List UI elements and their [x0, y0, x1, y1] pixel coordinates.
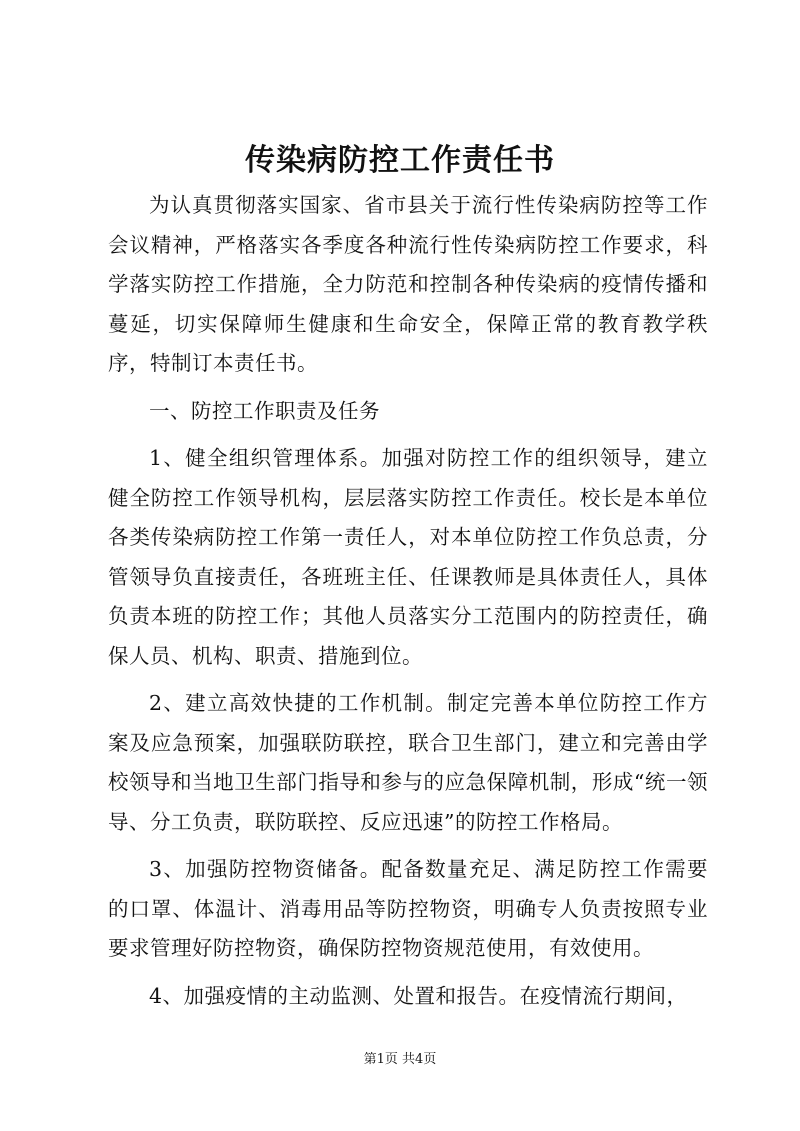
item-2-paragraph: 2、建立高效快捷的工作机制。制定完善本单位防控工作方案及应急预案，加强联防联控，联合卫生部门，建立和完善由学校领导和当地卫生部门指导和参与的应急保障机制，形成“统一领导、分工负责，联防联控、反应迅速”的防控工作格局。: [108, 691, 708, 834]
intro-paragraph: 为认真贯彻落实国家、省市县关于流行性传染病防控等工作会议精神，严格落实各季度各种流行性传染病防控工作要求，科学落实防控工作措施，全力防范和控制各种传染病的疫情传播和蔓延，切实保障师生健康和生命安全，保障正常的教育教学秩序，特制订本责任书。: [108, 193, 708, 375]
item-3-paragraph: 3、加强防控物资储备。配备数量充足、满足防控工作需要的口罩、体温计、消毒用品等防控物资，明确专人负责按照专业要求管理好防控物资，确保防控物资规范使用，有效使用。: [108, 857, 708, 960]
document-body: [108, 186, 708, 1024]
section-heading: 一、防控工作职责及任务: [149, 398, 380, 423]
item-4-paragraph: 4、加强疫情的主动监测、处置和报告。在疫情流行期间，: [149, 983, 688, 1008]
page-number-footer: 第1页 共4页: [363, 1052, 437, 1067]
item-1-paragraph: 1、健全组织管理体系。加强对防控工作的组织领导，建立健全防控工作领导机构，层层落实防控工作责任。校长是本单位各类传染病防控工作第一责任人，对本单位防控工作负总责，分管领导负直接责任，各班班主任、任课教师是具体责任人，具体负责本班的防控工作；其他人员落实分工范围内的防控责任，确保人员、机构、职责、措施到位。: [108, 446, 708, 668]
document-title: 传染病防控工作责任书: [245, 143, 555, 178]
